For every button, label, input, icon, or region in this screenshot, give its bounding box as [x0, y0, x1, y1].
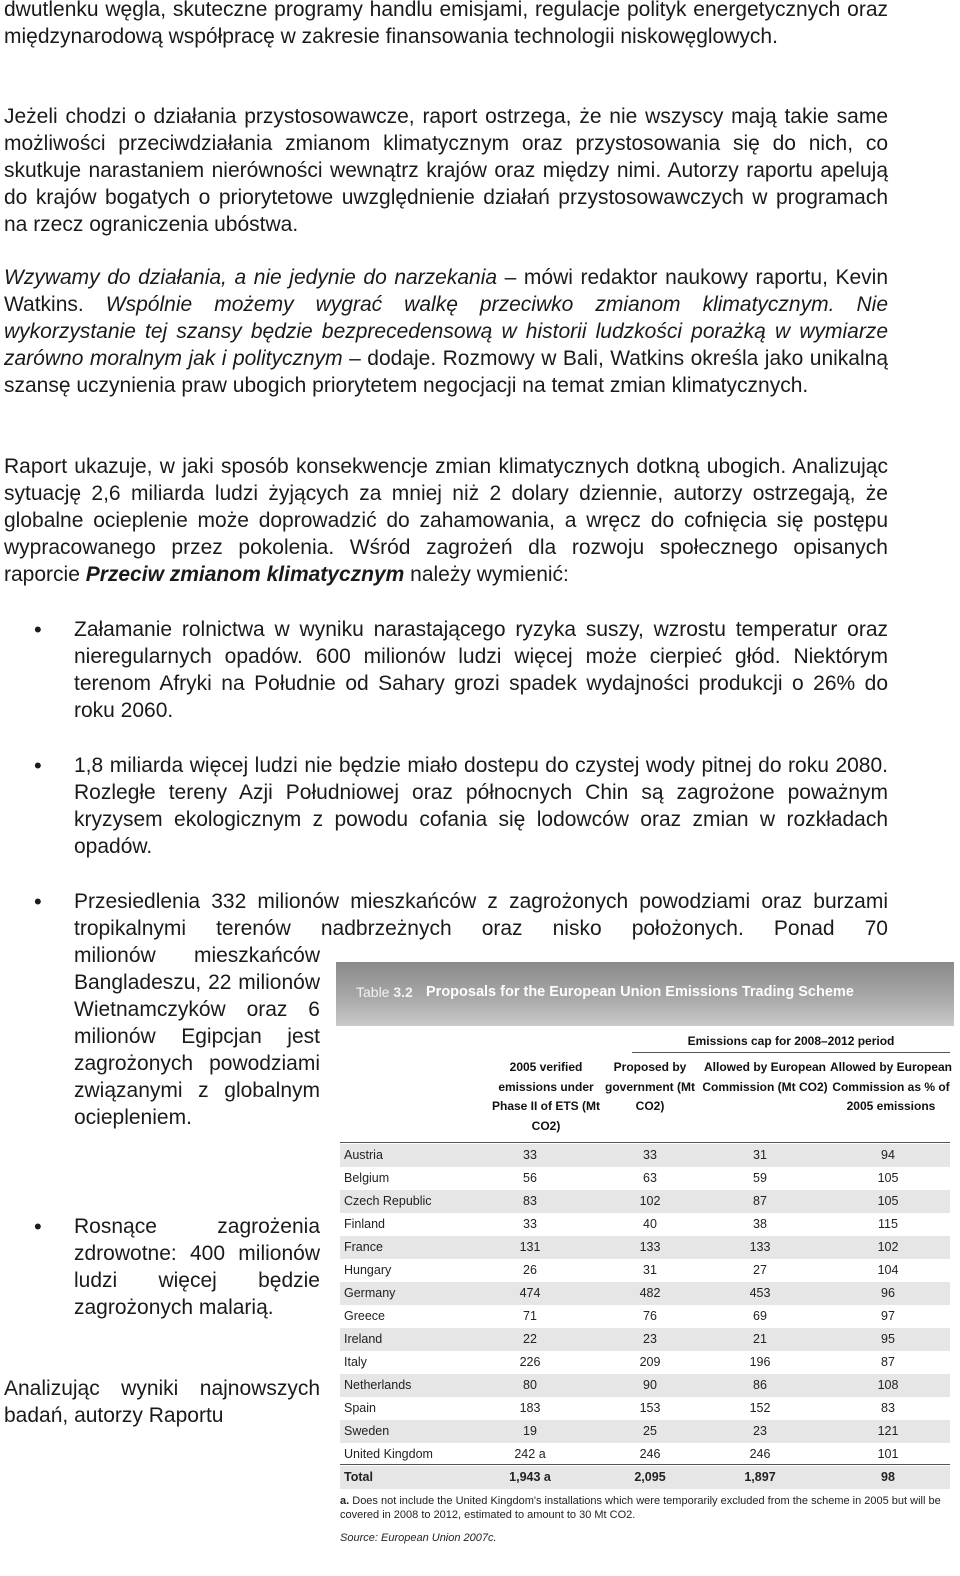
row-cell: 102	[639, 1194, 661, 1208]
row-cell: 87	[881, 1355, 895, 1369]
row-cell: 33	[643, 1148, 657, 1162]
row-country: Sweden	[344, 1424, 390, 1438]
row-cell: 453	[749, 1286, 771, 1300]
row-cell: 26	[523, 1263, 537, 1277]
table-row	[340, 1259, 950, 1282]
table-row	[340, 1443, 950, 1466]
row-cell: 96	[881, 1286, 895, 1300]
table-row	[340, 1351, 950, 1374]
row-country: Netherlands	[344, 1378, 412, 1392]
row-country: Ireland	[344, 1332, 383, 1346]
row-cell: 183	[519, 1401, 541, 1415]
row-cell: 482	[639, 1286, 661, 1300]
row-country: Finland	[344, 1217, 385, 1231]
row-cell: 31	[753, 1148, 767, 1162]
row-cell: 98	[881, 1470, 895, 1484]
row-cell: 131	[519, 1240, 541, 1254]
row-cell: 40	[643, 1217, 657, 1231]
table-row	[340, 1190, 950, 1213]
row-cell: 105	[877, 1171, 899, 1185]
row-cell: 94	[881, 1148, 895, 1162]
table-label: Table	[356, 984, 390, 1000]
row-cell: 90	[643, 1378, 657, 1392]
column-header-percent: Allowed by European Commission as % of 2005 emissions	[829, 1060, 952, 1113]
row-cell: 152	[749, 1401, 771, 1415]
quote-1: Wzywamy do działania, a nie jedynie do narzekania	[4, 266, 498, 289]
table-row	[340, 1144, 950, 1167]
row-cell: 23	[753, 1424, 767, 1438]
row-cell: 105	[877, 1194, 899, 1208]
column-header-proposed: Proposed by government (Mt CO2)	[605, 1060, 695, 1113]
row-cell: 76	[643, 1309, 657, 1323]
quote-2: Wspólnie możemy wygrać walkę przeciwko zmianom klimatycznym. Nie wykorzystanie tej szansy będzie bezprecedensową w historii ludzkości porażką w wymiarze zarówno moralnym jak i politycznym	[4, 293, 888, 370]
row-country: Belgium	[344, 1171, 390, 1185]
row-cell: 87	[753, 1194, 767, 1208]
row-cell: 59	[753, 1171, 767, 1185]
row-cell: 108	[877, 1378, 899, 1392]
emissions-table-figure	[336, 962, 954, 1572]
row-cell: 226	[519, 1355, 541, 1369]
paragraph-3-text-1: – mówi redaktor naukowy raportu, Kevin Watkins.	[4, 266, 888, 316]
row-cell: 95	[881, 1332, 895, 1346]
row-cell: 133	[749, 1240, 771, 1254]
paragraph-2: Jeżeli chodzi o działania przystosowawcze, raport ostrzega, że nie wszyscy mają takie same możliwości przeciwdziałania zmianom klimatycznym oraz przystosowania się do nich, co skutkuje narastaniem nierówności wewnątrz krajów oraz między nimi. Autorzy raportu apelują do krajów bogatych o priorytetowe uwzględnienie działań przystosowawczych w programach na rzecz ograniczenia ubóstwa.	[4, 105, 888, 236]
row-cell: 56	[523, 1171, 537, 1185]
row-cell: 474	[519, 1286, 541, 1300]
bullet-icon: •	[34, 617, 42, 642]
paragraph-3	[4, 264, 888, 399]
row-cell: 246	[749, 1447, 771, 1461]
row-cell: 23	[643, 1332, 657, 1346]
table-row	[340, 1167, 950, 1190]
bullet-icon: •	[34, 753, 42, 778]
paragraph-1: dwutlenku węgla, skuteczne programy handlu emisjami, regulacje polityk energetycznych oraz międzynarodową współpracę w zakresie finansowania technologii niskowęglowych.	[4, 0, 888, 48]
row-cell: 153	[639, 1401, 661, 1415]
row-cell: 2,095	[634, 1470, 666, 1484]
table-row	[340, 1213, 950, 1236]
row-cell: 19	[523, 1424, 537, 1438]
row-cell: 22	[523, 1332, 537, 1346]
bullet-icon: •	[34, 1214, 42, 1239]
row-cell: 86	[753, 1378, 767, 1392]
footnote-text: Does not include the United Kingdom's installations which were temporarily excluded from the scheme in 2005 but will be covered in 2008 to 2012, estimated to amount to 30 Mt CO2.	[340, 1495, 941, 1521]
row-cell: 121	[877, 1424, 899, 1438]
footer-divider	[340, 1464, 950, 1465]
bullet-item-4: Rosnące zagrożenia zdrowotne: 400 milionów ludzi więcej będzie zagrożonych malarią.	[74, 1215, 320, 1319]
paragraph-4-text-1: Raport ukazuje, w jaki sposób konsekwencje zmian klimatycznych dotkną ubogich. Analizując sytuację 2,6 miliarda ludzi żyjących za mniej niż 2 dolary dziennie, autorzy ostrzegają, że globalne ocieplenie może doprowadzić do zahamowania, a wręcz do cofnięcia się postępu wypracowanego przez pokolenia. Wśród zagrożeń dla rozwoju społecznego opisanych raporcie	[4, 455, 888, 586]
row-country: France	[344, 1240, 383, 1254]
bullet-item-3-line-1: Przesiedlenia 332 milionów mieszkańców z zagrożonych powodziami oraz burzami tropikalnymi terenów nadbrzeżnych oraz nisko położonych. Ponad 70	[74, 890, 888, 940]
footnote-marker: a.	[340, 1495, 350, 1507]
table-row	[340, 1282, 950, 1305]
row-cell: 104	[877, 1263, 899, 1277]
table-row	[340, 1305, 950, 1328]
row-country: Spain	[344, 1401, 376, 1415]
row-cell: 63	[643, 1171, 657, 1185]
row-cell: 25	[643, 1424, 657, 1438]
row-cell: 115	[878, 1217, 898, 1231]
table-source	[340, 1532, 497, 1544]
header-divider	[340, 1142, 950, 1143]
row-cell: 83	[523, 1194, 537, 1208]
table-row	[340, 1466, 950, 1489]
table-row	[340, 1397, 950, 1420]
table-footnote	[340, 1494, 954, 1522]
row-cell: 33	[523, 1148, 537, 1162]
column-header-allowed: Allowed by European Commission (Mt CO2)	[702, 1060, 828, 1094]
row-cell: 209	[639, 1355, 661, 1369]
row-country: Italy	[344, 1355, 367, 1369]
table-title: Proposals for the European Union Emissions Trading Scheme	[426, 984, 854, 1000]
row-cell: 97	[881, 1309, 895, 1323]
table-row	[340, 1420, 950, 1443]
row-cell: 27	[753, 1263, 767, 1277]
row-cell: 21	[753, 1332, 767, 1346]
row-cell: 38	[753, 1217, 767, 1231]
table-row	[340, 1236, 950, 1259]
row-country: Greece	[344, 1309, 385, 1323]
row-country: Hungary	[344, 1263, 392, 1277]
row-country: Germany	[344, 1286, 396, 1300]
row-cell: 69	[753, 1309, 767, 1323]
paragraph-4-text-2: należy wymienić:	[404, 563, 569, 586]
table-row	[340, 1374, 950, 1397]
row-cell: 246	[639, 1447, 661, 1461]
row-cell: 101	[877, 1447, 899, 1461]
table-row	[340, 1328, 950, 1351]
paragraph-5: Analizując wyniki najnowszych badań, autorzy Raportu	[4, 1377, 320, 1427]
bullet-icon: •	[34, 889, 42, 914]
row-cell: 83	[881, 1401, 895, 1415]
row-cell: 31	[643, 1263, 657, 1277]
row-cell: 1,897	[744, 1470, 776, 1484]
bullet-item-1: Załamanie rolnictwa w wyniku narastającego ryzyka suszy, wzrostu temperatur oraz nieregularnych opadów. 600 milionów ludzi więcej może cierpieć głód. Niektórym terenom Afryki na Południe od Sahary grozi spadek wydajności produkcji o 26% do roku 2060.	[74, 618, 888, 722]
column-header-2005-emissions: 2005 verified emissions under Phase II of ETS (Mt CO2)	[491, 1060, 600, 1133]
row-country: Czech Republic	[344, 1194, 432, 1208]
source-text: European Union 2007c.	[380, 1532, 497, 1544]
table-number	[356, 984, 413, 1000]
table-header-bar	[336, 962, 954, 1026]
paragraph-4	[4, 453, 888, 588]
bullet-item-3-continued: milionów mieszkańców Bangladeszu, 22 milionów Wietnamczyków oraz 6 milionów Egipcjan jest zagrożonych powodziami związanymi z globalnym ociepleniem.	[74, 944, 320, 1129]
row-cell: 133	[639, 1240, 661, 1254]
row-cell: 1,943 a	[509, 1470, 551, 1484]
row-cell: 33	[523, 1217, 537, 1231]
row-cell: 102	[877, 1240, 899, 1254]
source-label: Source:	[340, 1532, 378, 1544]
row-country: United Kingdom	[344, 1447, 433, 1461]
row-cell: 80	[523, 1378, 537, 1392]
report-title-emphasis: Przeciw zmianom klimatycznym	[85, 563, 405, 586]
paragraph-3-text-2: – dodaje. Rozmowy w Bali, Watkins określa jako unikalną szansę uczynienia praw ubogich priorytetem negocjacji na temat zmian klimatycznych.	[4, 347, 889, 397]
column-group-header: Emissions cap for 2008–2012 period	[632, 1034, 950, 1053]
row-country: Total	[344, 1470, 373, 1484]
table-number-value: 3.2	[393, 984, 413, 1000]
row-cell: 71	[523, 1309, 537, 1323]
row-country: Austria	[344, 1148, 383, 1162]
row-cell: 242 a	[514, 1447, 546, 1461]
row-cell: 196	[749, 1355, 771, 1369]
bullet-item-2: 1,8 miliarda więcej ludzi nie będzie miało dostepu do czystej wody pitnej do roku 2080. Rozległe tereny Azji Południowej oraz północnych Chin są zagrożone poważnym kryzysem ekologicznym z powodu cofania się lodowców oraz zmian w rozkładach opadów.	[74, 754, 888, 858]
